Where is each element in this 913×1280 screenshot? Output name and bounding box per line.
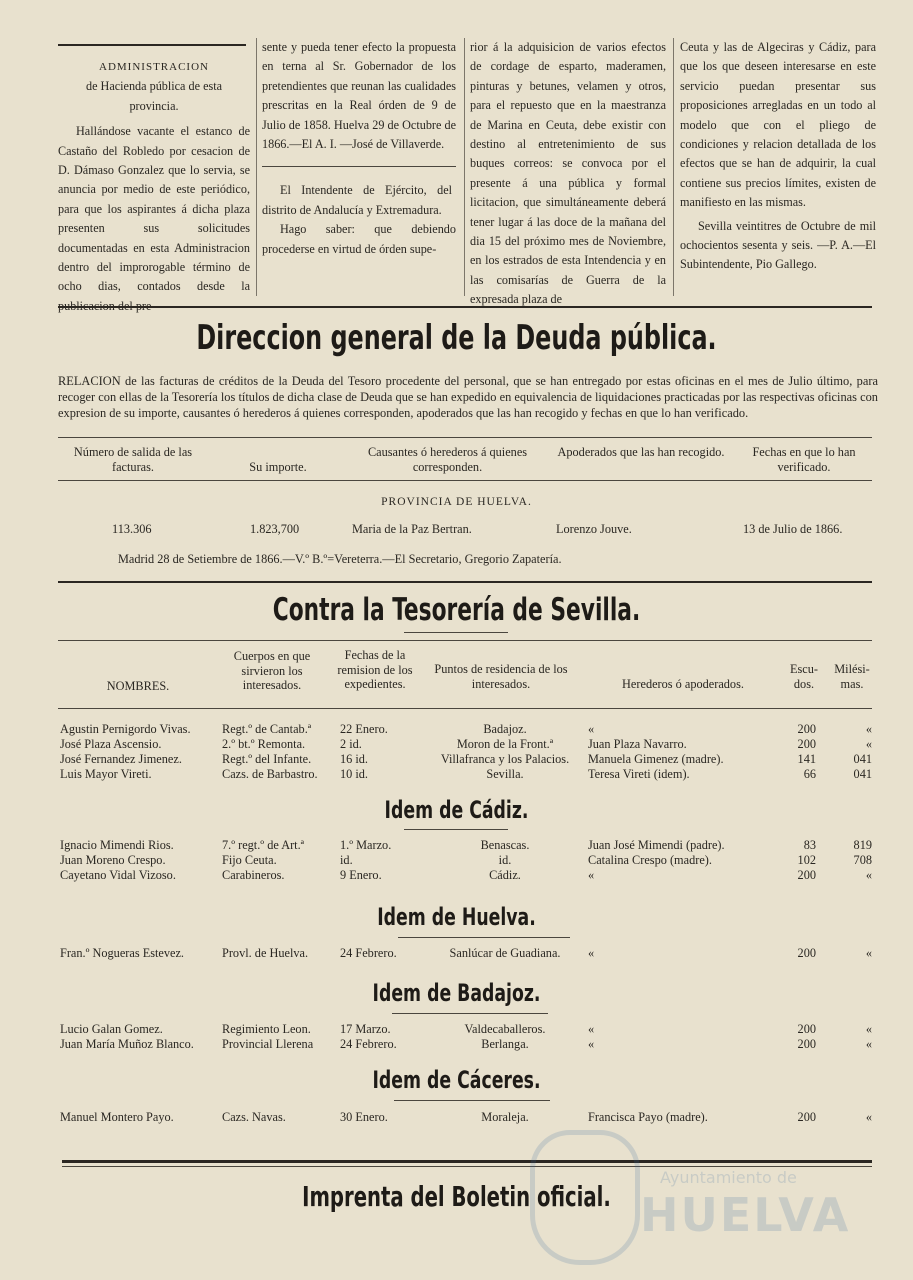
deuda-header-rule-top xyxy=(58,437,872,438)
table-cell: Valdecaballeros. xyxy=(464,1022,546,1036)
tesoreria-section-title: Idem de Cáceres. xyxy=(372,1066,541,1094)
table-cell: 83 xyxy=(803,838,816,852)
table-cell: « xyxy=(588,1022,595,1036)
tesoreria-section-title: Idem de Badajoz. xyxy=(372,979,541,1007)
table-cell: « xyxy=(865,1110,872,1124)
table-cell: « xyxy=(588,946,595,960)
table-cell: Cazs. Navas. xyxy=(222,1110,286,1124)
villaverde-notice-end: sente y pueda tener efecto la propuesta en terna al Sr. Gobernador de los pretendientes que reunan las cualidades prescritas en la Real órden de 9 de Julio de 1858. Huelva 29 de Octubre de 1866.—El A. I. —José de Villaverde. xyxy=(262,40,456,152)
column-2 xyxy=(262,38,456,259)
column-2-rule xyxy=(262,166,456,167)
column-divider-3 xyxy=(673,38,674,296)
table-cell: Fijo Ceuta. xyxy=(222,853,277,867)
deuda-header-fechas: Fechas en que lo han verificado. xyxy=(752,445,856,474)
table-cell: Provincial Llerena xyxy=(222,1037,314,1051)
deuda-title: Direccion general de la Deuda pública. xyxy=(196,318,717,358)
column-divider-2 xyxy=(464,38,465,296)
tesoreria-header-rule-top xyxy=(58,640,872,641)
table-cell: Manuel Montero Payo. xyxy=(60,1110,174,1124)
table-cell: 141 xyxy=(797,752,816,766)
table-cell: « xyxy=(865,722,872,736)
table-cell: Cádiz. xyxy=(489,868,521,882)
table-cell: Luis Mayor Vireti. xyxy=(60,767,152,781)
deuda-row-apoderado: Lorenzo Jouve. xyxy=(556,522,632,536)
table-cell: Juan Moreno Crespo. xyxy=(60,853,166,867)
table-cell: Teresa Vireti (idem). xyxy=(588,767,690,781)
table-cell: id. xyxy=(498,853,512,867)
table-cell: id. xyxy=(340,853,353,867)
column-3 xyxy=(470,38,666,310)
table-cell: Regimiento Leon. xyxy=(222,1022,311,1036)
tesoreria-title-rule xyxy=(404,632,508,633)
table-cell: Francisca Payo (madre). xyxy=(588,1110,708,1124)
table-cell: Juan Plaza Navarro. xyxy=(588,737,687,751)
table-cell: Ignacio Mimendi Rios. xyxy=(60,838,174,852)
table-cell: 1.º Marzo. xyxy=(340,838,392,852)
watermark-big-text: HUELVA xyxy=(640,1188,851,1242)
tesoreria-header-rule-bottom xyxy=(58,708,872,709)
table-cell: 66 xyxy=(803,767,816,781)
table-cell: Regt.º de Cantab.ª xyxy=(222,722,312,736)
table-cell: 17 Marzo. xyxy=(340,1022,391,1036)
intendente-notice-start: Hago saber: que debiendo procederse en virtud de órden supe- xyxy=(262,222,456,256)
section-title-rule xyxy=(398,937,570,938)
table-cell: Berlanga. xyxy=(481,1037,529,1051)
column-1 xyxy=(58,38,250,316)
table-cell: 200 xyxy=(797,868,816,882)
table-cell: 24 Febrero. xyxy=(340,946,397,960)
table-cell: « xyxy=(588,1037,595,1051)
table-cell: 9 Enero. xyxy=(340,868,382,882)
tesoreria-header-cuerpos: Cuerpos en que sirvieron los interesados. xyxy=(233,649,311,692)
table-cell: 24 Febrero. xyxy=(340,1037,397,1051)
deuda-row-numero: 113.306 xyxy=(112,522,152,536)
table-cell: 819 xyxy=(853,838,872,852)
table-cell: 041 xyxy=(853,767,872,781)
table-cell: « xyxy=(588,868,595,882)
tesoreria-header-puntos: Puntos de residencia de los interesados. xyxy=(434,662,568,691)
table-cell: Cayetano Vidal Vizoso. xyxy=(60,868,176,882)
table-cell: 708 xyxy=(853,853,872,867)
tesoreria-header-nombres: NOMBRES. xyxy=(106,679,170,693)
table-cell: Lucio Galan Gomez. xyxy=(60,1022,163,1036)
table-cell: 10 id. xyxy=(340,767,369,781)
tesoreria-header-milesimas: Milési- mas. xyxy=(834,662,870,691)
table-cell: 041 xyxy=(853,752,872,766)
tesoreria-section-title: Idem de Cádiz. xyxy=(384,796,529,824)
table-cell: Carabineros. xyxy=(222,868,285,882)
table-cell: 200 xyxy=(797,1037,816,1051)
table-cell: Sevilla. xyxy=(486,767,524,781)
top-section-rule xyxy=(58,306,872,308)
table-cell: « xyxy=(865,737,872,751)
intendente-notice-middle: rior á la adquisicion de varios efectos de cordage de esparto, maderamen, pinturas y betunes, velamen y otros, para el repuesto que en la maestranza de Marina en Ceuta, debe existir con destino al entretenimiento de sus buques correos: se convoca por el presente á una pública y formal licitacion, que simultáneamente deberá tener lugar á las doce de la mañana del dia 15 del próximo mes de Noviembre, en los estrados de esta Intendencia y en las comisarías de Guerra de la expresada plaza de xyxy=(470,40,666,307)
table-cell: 22 Enero. xyxy=(340,722,388,736)
table-cell: Catalina Crespo (madre). xyxy=(588,853,712,867)
table-cell: Moraleja. xyxy=(481,1110,529,1124)
table-cell: Fran.º Nogueras Estevez. xyxy=(60,946,185,960)
table-cell: « xyxy=(865,1037,872,1051)
imprenta-footer: Imprenta del Boletin oficial. xyxy=(302,1180,611,1213)
intendente-notice-end: Ceuta y las de Algeciras y Cádiz, para que los que deseen interesarse en este servicio puedan presentar sus proposiciones arregladas en un todo al modelo que con el pliego de condiciones y relacion detallada de los efectos que se han de adquirir, la cual contiene sus precios límites, existen de manifiesto en las mismas. xyxy=(680,40,876,210)
table-cell: Moron de la Front.ª xyxy=(456,737,554,751)
table-cell: 200 xyxy=(797,1022,816,1036)
table-cell: 200 xyxy=(797,946,816,960)
intendente-signature: Sevilla veintitres de Octubre de mil ochocientos sesenta y seis. —P. A.—El Subintendente, Pio Gallego. xyxy=(680,218,876,272)
table-cell: Benascas. xyxy=(480,838,530,852)
table-cell: 2.º bt.º Remonta. xyxy=(222,737,306,751)
table-cell: Provl. de Huelva. xyxy=(222,946,309,960)
table-cell: José Plaza Ascensio. xyxy=(60,737,162,751)
ayuntamiento-watermark xyxy=(520,1110,851,1260)
deuda-section-rule xyxy=(58,581,872,583)
deuda-header-causantes: Causantes ó herederos á quienes corresponden. xyxy=(367,445,528,474)
tesoreria-header-herederos: Herederos ó apoderados. xyxy=(622,677,744,691)
table-cell: Juan José Mimendi (padre). xyxy=(588,838,725,852)
table-cell: 102 xyxy=(797,853,816,867)
estanco-notice: Hallándose vacante el estanco de Castaño del Robledo por cesacion de D. Dámaso Gonzalez que lo servia, se anuncia por medio de este periódico, para que los aspirantes á dicha plaza presenten sus solicitudes documentadas en esta Administracion dentro del improrogable término de ocho dias, contados desde la xyxy=(58,124,250,294)
table-cell: 200 xyxy=(797,722,816,736)
deuda-intro: RELACION de las facturas de créditos de la Deuda del Tesoro procedente del personal, que se han entregado por estas oficinas en el mes de Julio último, para recoger con ellas de la Tesorería los títulos de dicha clase de Deuda que se han expedido en equivalencia de liquidaciones practicadas por las respectivas oficinas con expresion de su importe, causantes ó herederos á quienes corresponden, apoderados que las han recogido y fechas en que lo han verificado. xyxy=(58,374,878,420)
table-cell: Manuela Gimenez (madre). xyxy=(588,752,724,766)
table-cell: « xyxy=(865,868,872,882)
watermark-small-text: Ayuntamiento de xyxy=(660,1168,797,1187)
deuda-row-causante: Maria de la Paz Bertran. xyxy=(352,522,472,536)
section-title-rule xyxy=(392,1013,548,1014)
tesoreria-header-escudos: Escu- dos. xyxy=(790,662,818,691)
table-cell: 7.º regt.º de Art.ª xyxy=(222,838,305,852)
intendente-heading: El Intendente de Ejército, del distrito de Andalucía y Extremadura. xyxy=(262,183,452,217)
table-cell: 16 id. xyxy=(340,752,369,766)
table-cell: José Fernandez Jimenez. xyxy=(60,752,182,766)
table-cell: Badajoz. xyxy=(483,722,527,736)
deuda-row-importe: 1.823,700 xyxy=(250,522,300,536)
section-title-rule xyxy=(404,829,508,830)
admin-subheading: de Hacienda pública de esta provincia. xyxy=(85,79,223,113)
table-cell: Cazs. de Barbastro. xyxy=(222,767,318,781)
table-cell: « xyxy=(865,1022,872,1036)
tesoreria-section-title: Idem de Huelva. xyxy=(377,903,536,931)
deuda-province: PROVINCIA DE HUELVA. xyxy=(381,496,532,508)
column-4 xyxy=(680,38,876,275)
table-cell: 200 xyxy=(797,1110,816,1124)
table-cell: 30 Enero. xyxy=(340,1110,388,1124)
table-cell: 2 id. xyxy=(340,737,362,751)
deuda-header-importe: Su importe. xyxy=(249,460,307,474)
admin-heading: ADMINISTRACION xyxy=(99,61,209,73)
table-cell: « xyxy=(588,722,595,736)
deuda-header-numero: Número de salida de las facturas. xyxy=(73,445,193,474)
table-cell: Agustin Pernigordo Vivas. xyxy=(60,722,191,736)
deuda-footer: Madrid 28 de Setiembre de 1866.—V.º B.º=Vereterra.—El Secretario, Gregorio Zapatería. xyxy=(118,552,562,566)
table-cell: 200 xyxy=(797,737,816,751)
table-cell: Villafranca y los Palacios. xyxy=(440,752,570,766)
coat-of-arms-icon xyxy=(530,1130,640,1265)
table-cell: Regt.º del Infante. xyxy=(222,752,312,766)
column-divider-1 xyxy=(256,38,257,296)
table-cell: Juan María Muñoz Blanco. xyxy=(60,1037,194,1051)
tesoreria-title: Contra la Tesorería de Sevilla. xyxy=(272,592,641,628)
section-title-rule xyxy=(394,1100,550,1101)
table-cell: « xyxy=(865,946,872,960)
table-cell: Sanlúcar de Guadiana. xyxy=(449,946,561,960)
deuda-header-rule-bottom xyxy=(58,480,872,481)
deuda-row-fecha: 13 de Julio de 1866. xyxy=(743,522,843,536)
deuda-header-apoderados: Apoderados que las han recogido. xyxy=(557,445,725,459)
tesoreria-header-fechas: Fechas de la remision de los expedientes. xyxy=(337,648,413,691)
